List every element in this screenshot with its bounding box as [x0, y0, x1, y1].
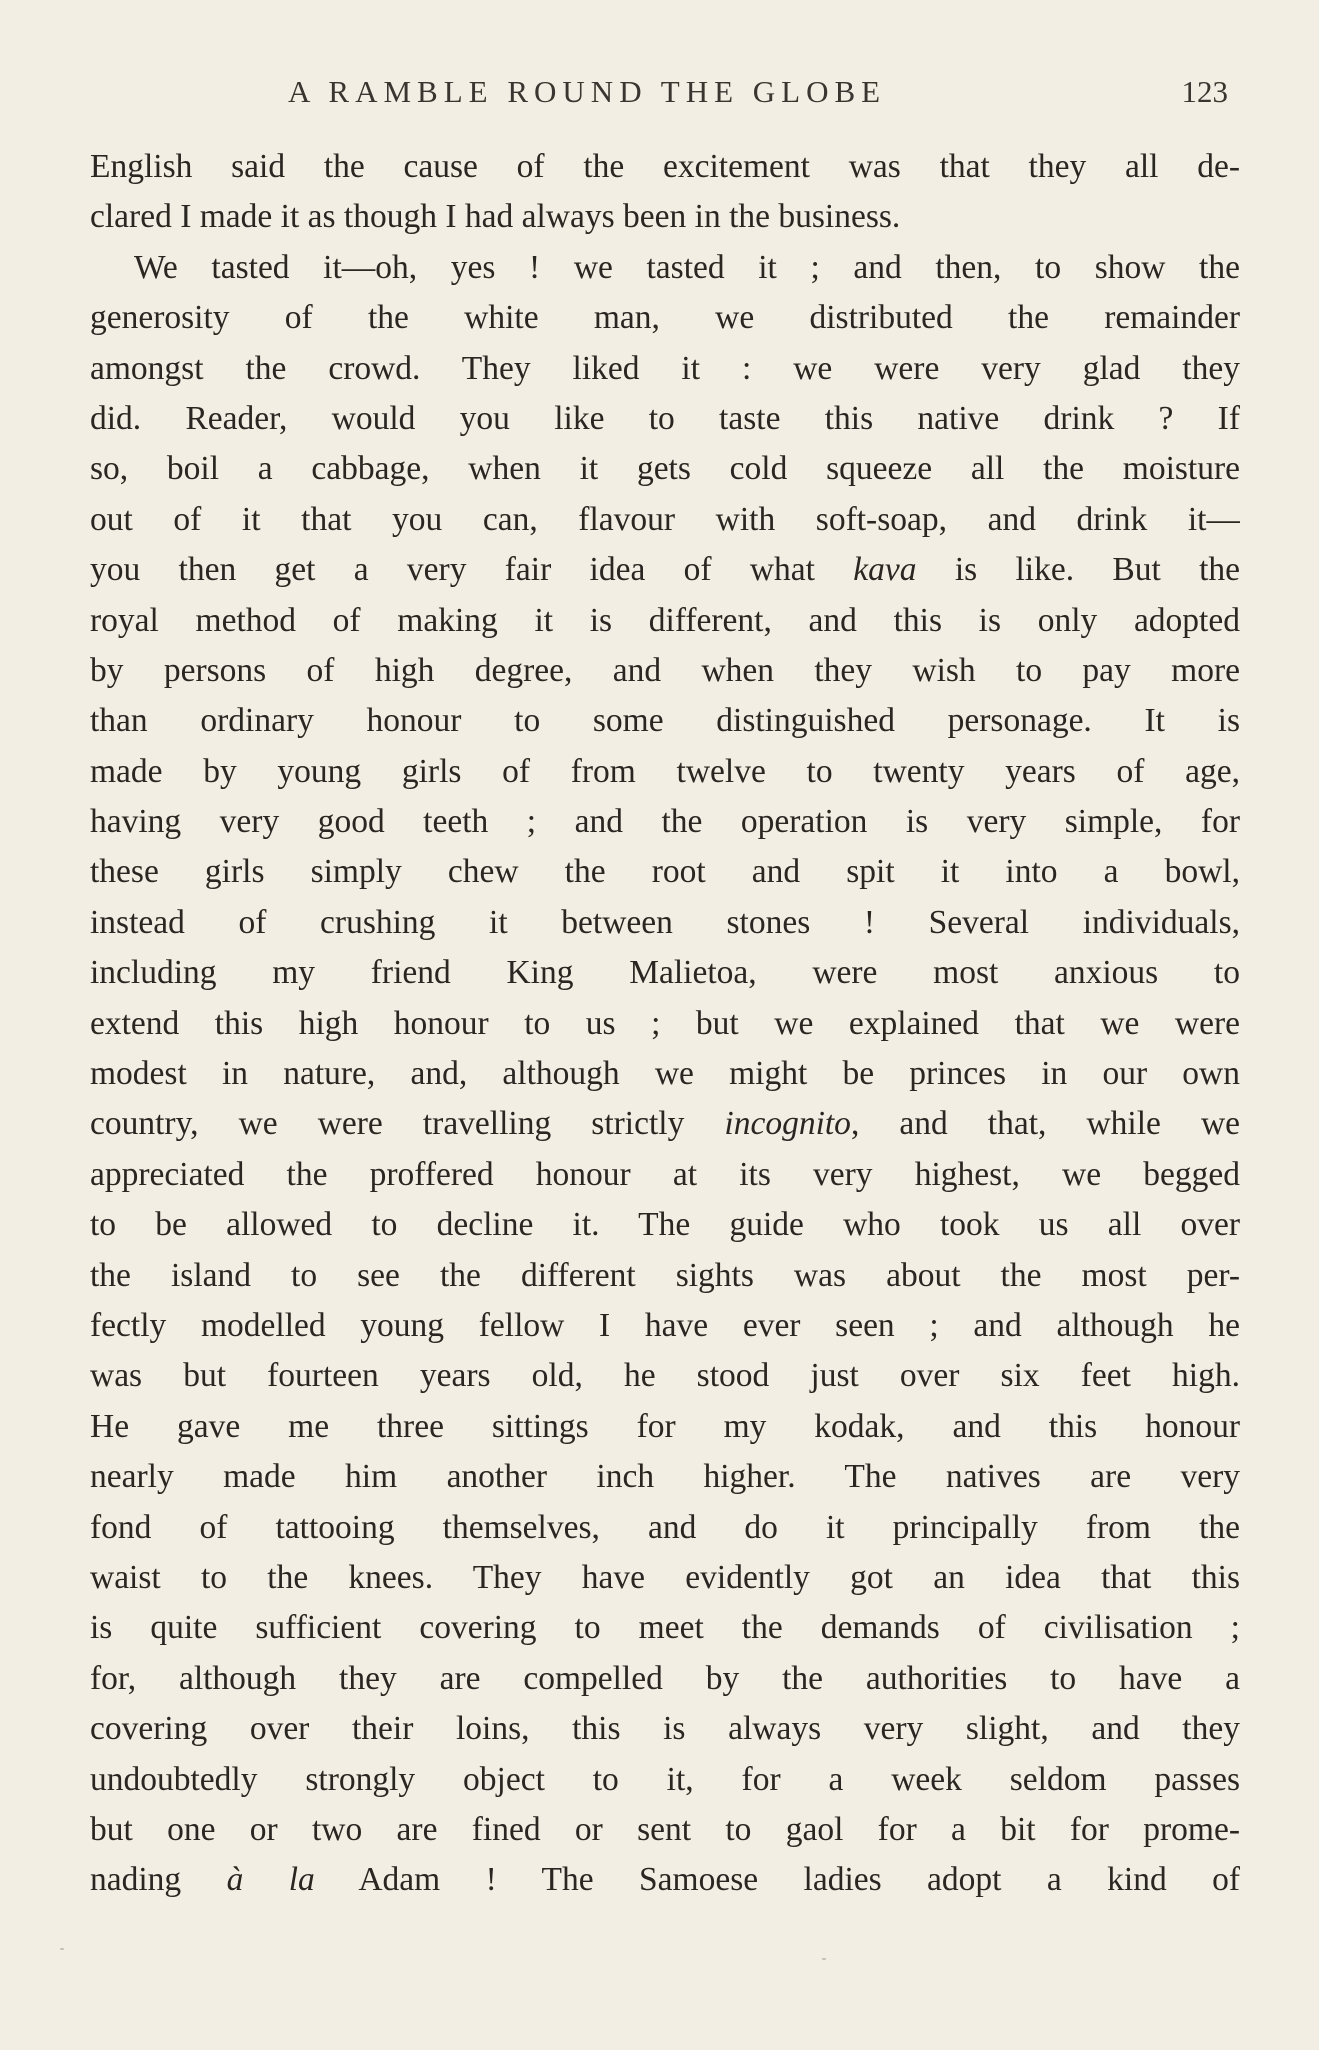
text-line	[90, 1150, 1240, 1200]
text-segment: nading	[90, 1861, 227, 1899]
text-segment: extend this high honour to us ; but we explained that we were	[90, 1004, 1240, 1042]
text-line	[90, 1402, 1240, 1452]
text-line	[90, 1603, 1240, 1653]
text-line	[90, 948, 1240, 998]
italic-text: à la	[226, 1861, 315, 1899]
text-segment: English said the cause of the excitement was that they all de-	[90, 148, 1240, 185]
text-line	[90, 797, 1240, 847]
text-line	[90, 1503, 1240, 1553]
text-segment: made by young girls of from twelve to twenty years of age,	[90, 752, 1240, 790]
text-segment: nearly made him another inch higher. The natives are very	[90, 1458, 1240, 1496]
text-line	[90, 1200, 1240, 1250]
text-line	[90, 696, 1240, 746]
text-segment: to be allowed to decline it. The guide who took us all over	[90, 1206, 1240, 1244]
text-segment: covering over their loins, this is always very slight, and they	[90, 1710, 1240, 1748]
text-segment: waist to the knees. They have evidently got an idea that this	[90, 1558, 1240, 1596]
text-line	[90, 142, 1240, 192]
text-segment: out of it that you can, flavour with soft-soap, and drink it—	[90, 500, 1240, 538]
page-header	[92, 74, 1240, 116]
text-line	[90, 1049, 1240, 1099]
text-line	[90, 495, 1240, 545]
italic-text: incognito	[724, 1105, 851, 1143]
text-segment: , and that, while we	[850, 1105, 1240, 1143]
text-segment: including my friend King Malietoa, were most anxious to	[90, 954, 1240, 992]
text-line	[90, 1855, 1240, 1905]
text-segment: modest in nature, and, although we might be princes in our own	[90, 1055, 1240, 1093]
text-line	[90, 545, 1240, 595]
text-line	[90, 898, 1240, 948]
text-line	[90, 1251, 1240, 1301]
text-line	[90, 192, 1240, 242]
text-line	[90, 1452, 1240, 1502]
text-line	[90, 344, 1240, 394]
paper-speck	[822, 1958, 826, 1960]
text-segment: instead of crushing it between stones ! Several individuals,	[90, 903, 1240, 941]
text-line	[90, 596, 1240, 646]
text-line	[90, 747, 1240, 797]
text-segment: these girls simply chew the root and spit it into a bowl,	[90, 853, 1240, 891]
text-line	[90, 1654, 1240, 1704]
text-line	[90, 1099, 1240, 1149]
text-segment: amongst the crowd. They liked it : we were very glad they	[90, 349, 1240, 387]
text-segment: generosity of the white man, we distributed the remainder	[90, 299, 1240, 337]
text-segment: having very good teeth ; and the operation is very simple, for	[90, 803, 1240, 841]
text-line	[90, 1553, 1240, 1603]
text-line	[90, 646, 1240, 696]
text-line	[90, 1755, 1240, 1805]
text-segment: fectly modelled young fellow I have ever seen ; and although he	[90, 1306, 1240, 1344]
text-segment: royal method of making it is different, and this is only adopted	[90, 601, 1240, 639]
text-line	[90, 394, 1240, 444]
paper-speck	[60, 1948, 64, 1950]
text-segment: than ordinary honour to some distinguished personage. It is	[90, 702, 1240, 740]
text-segment: undoubtedly strongly object to it, for a week seldom passes	[90, 1760, 1240, 1798]
text-line	[90, 1301, 1240, 1351]
running-title: A RAMBLE ROUND THE GLOBE	[288, 74, 887, 109]
text-segment: for, although they are compelled by the authorities to have a	[90, 1659, 1240, 1697]
text-segment: fond of tattooing themselves, and do it principally from the	[90, 1508, 1240, 1546]
text-line	[90, 847, 1240, 897]
text-segment: country, we were travelling strictly	[90, 1105, 725, 1143]
text-segment: did. Reader, would you like to taste this native drink ? If	[90, 399, 1240, 437]
text-line	[90, 293, 1240, 343]
text-segment: He gave me three sittings for my kodak, and this honour	[90, 1407, 1240, 1445]
body-text	[90, 142, 1240, 1906]
text-line	[90, 243, 1240, 293]
text-line	[90, 1805, 1240, 1855]
text-segment: was but fourteen years old, he stood just over six feet high.	[90, 1357, 1240, 1395]
text-segment: the island to see the different sights was about the most per-	[90, 1256, 1240, 1294]
text-segment: appreciated the proffered honour at its very highest, we begged	[90, 1155, 1240, 1193]
text-segment: Adam ! The Samoese ladies adopt a kind of	[314, 1861, 1240, 1899]
text-line	[90, 444, 1240, 494]
text-line	[90, 1704, 1240, 1754]
text-segment: so, boil a cabbage, when it gets cold squeeze all the moisture	[90, 450, 1240, 488]
text-line	[90, 999, 1240, 1049]
text-segment: is like. But the	[916, 551, 1240, 589]
text-segment: by persons of high degree, and when they wish to pay more	[90, 651, 1240, 689]
page-number: 123	[1181, 74, 1228, 109]
text-segment: We tasted it—oh, yes ! we tasted it ; and then, to show the	[134, 248, 1240, 286]
text-line	[90, 1351, 1240, 1401]
text-segment: clared I made it as though I had always been in the business.	[90, 198, 901, 236]
text-segment: you then get a very fair idea of what	[90, 551, 854, 589]
italic-text: kava	[853, 551, 917, 589]
text-segment: but one or two are fined or sent to gaol for a bit for prome-	[90, 1810, 1240, 1848]
text-segment: is quite sufficient covering to meet the demands of civilisation ;	[90, 1609, 1240, 1647]
